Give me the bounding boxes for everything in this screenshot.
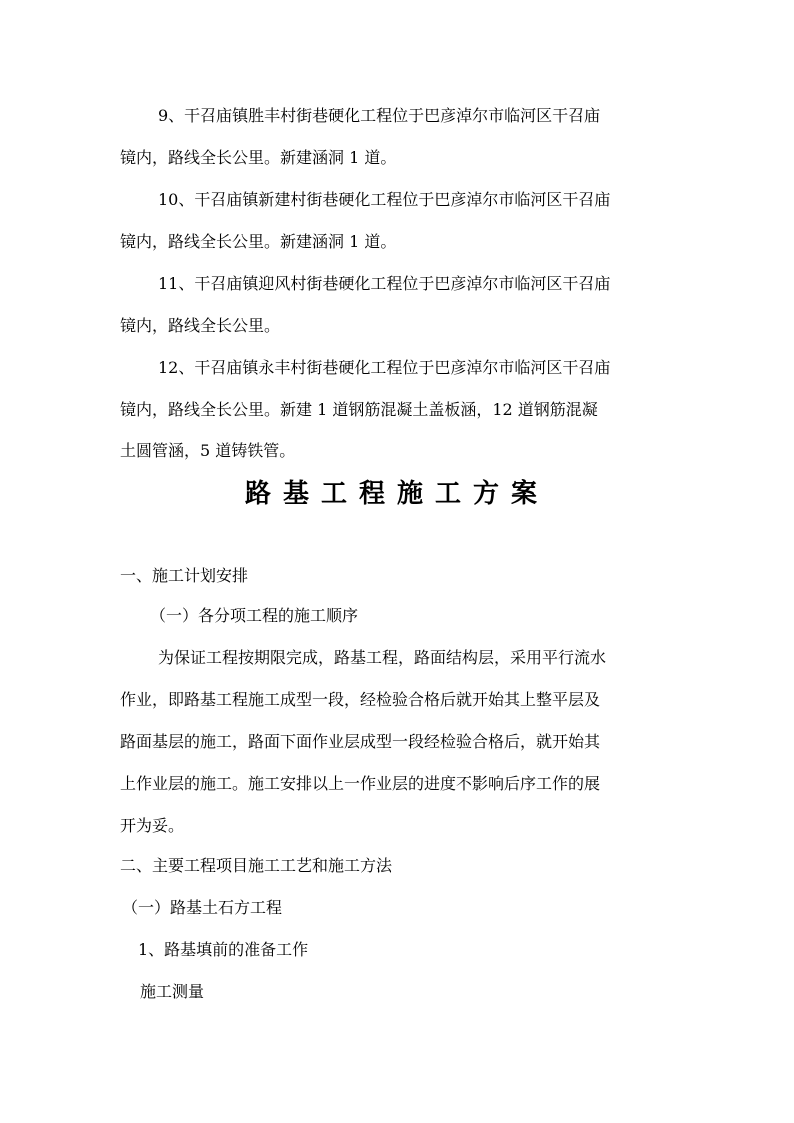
item-11-line-2: 镜内，路线全长公里。: [120, 316, 281, 335]
item-12-line-3: 土圆管涵，5 道铸铁管。: [120, 441, 296, 460]
section-2-heading: 二、主要工程项目施工工艺和施工方法: [120, 856, 393, 875]
paragraph-line: 上作业层的施工。施工安排以上一作业层的进度不影响后序工作的展: [120, 774, 601, 793]
section-1-heading: 一、施工计划安排: [120, 566, 249, 585]
paragraph-line: 作业，即路基工程施工成型一段，经检验合格后就开始其上整平层及: [120, 690, 601, 709]
item-1-text: 施工测量: [140, 982, 205, 1001]
item-9-line-2: 镜内，路线全长公里。新建涵洞 1 道。: [120, 148, 397, 167]
paragraph-line: 为保证工程按期限完成，路基工程，路面结构层，采用平行流水: [158, 648, 607, 667]
item-1-heading: 1、路基填前的准备工作: [138, 940, 309, 959]
document-title: 路基工程施工方案: [244, 479, 549, 509]
paragraph-line: 开为妥。: [120, 816, 185, 835]
item-12-line-2: 镜内，路线全长公里。新建 1 道钢筋混凝土盖板涵，12 道钢筋混凝: [120, 400, 598, 419]
section-1-sub-heading: （一）各分项工程的施工顺序: [150, 606, 359, 625]
item-10-line-1: 10、干召庙镇新建村街巷硬化工程位于巴彦淖尔市临河区干召庙: [158, 190, 611, 209]
paragraph-line: 路面基层的施工，路面下面作业层成型一段经检验合格后，就开始其: [120, 732, 601, 751]
item-11-line-1: 11、干召庙镇迎风村街巷硬化工程位于巴彦淖尔市临河区干召庙: [158, 274, 611, 293]
section-2-sub-heading: （一）路基土石方工程: [122, 898, 283, 917]
item-10-line-2: 镜内，路线全长公里。新建涵洞 1 道。: [120, 232, 397, 251]
item-12-line-1: 12、干召庙镇永丰村街巷硬化工程位于巴彦淖尔市临河区干召庙: [158, 358, 611, 377]
item-9-line-1: 9、干召庙镇胜丰村街巷硬化工程位于巴彦淖尔市临河区干召庙: [158, 106, 601, 125]
